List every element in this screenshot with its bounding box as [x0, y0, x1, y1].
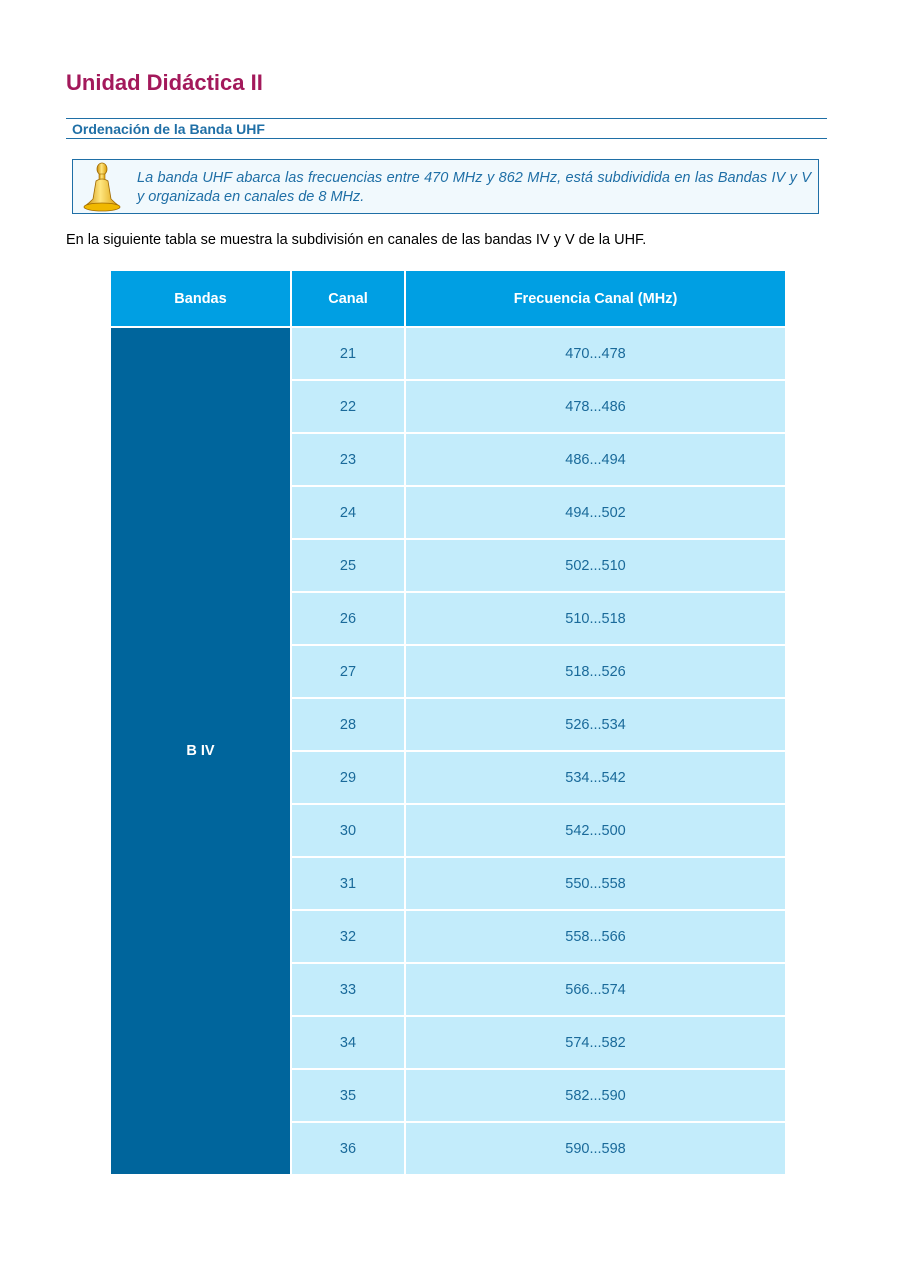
freq-cell: 566...574 [405, 963, 786, 1016]
freq-cell: 526...534 [405, 698, 786, 751]
canal-cell: 27 [291, 645, 405, 698]
header-frecuencia: Frecuencia Canal (MHz) [405, 270, 786, 327]
freq-cell: 534...542 [405, 751, 786, 804]
section-title: Ordenación de la Banda UHF [72, 121, 265, 137]
freq-cell: 486...494 [405, 433, 786, 486]
note-text: La banda UHF abarca las frecuencias entre 470 MHz y 862 MHz, está subdividida en las Bandas IV y V y organizada en canales de 8 MHz. [137, 170, 811, 205]
freq-cell: 470...478 [405, 327, 786, 380]
canal-cell: 35 [291, 1069, 405, 1122]
canal-cell: 32 [291, 910, 405, 963]
note-box [72, 159, 819, 214]
freq-cell: 574...582 [405, 1016, 786, 1069]
table-row [110, 327, 786, 380]
canal-cell: 33 [291, 963, 405, 1016]
bell-icon [81, 161, 123, 213]
canal-cell: 31 [291, 857, 405, 910]
canal-cell: 25 [291, 539, 405, 592]
freq-cell: 558...566 [405, 910, 786, 963]
table-header-row [110, 270, 786, 327]
freq-cell: 542...500 [405, 804, 786, 857]
freq-cell: 550...558 [405, 857, 786, 910]
canal-cell: 26 [291, 592, 405, 645]
canal-cell: 29 [291, 751, 405, 804]
header-canal: Canal [291, 270, 405, 327]
freq-cell: 494...502 [405, 486, 786, 539]
freq-cell: 478...486 [405, 380, 786, 433]
freq-cell: 582...590 [405, 1069, 786, 1122]
canal-cell: 28 [291, 698, 405, 751]
canal-cell: 24 [291, 486, 405, 539]
canal-cell: 30 [291, 804, 405, 857]
canal-cell: 21 [291, 327, 405, 380]
band-cell: B IV [110, 327, 291, 1175]
section-header [66, 118, 827, 139]
uhf-channel-table [109, 269, 787, 1176]
canal-cell: 36 [291, 1122, 405, 1175]
canal-cell: 23 [291, 433, 405, 486]
canal-cell: 22 [291, 380, 405, 433]
freq-cell: 518...526 [405, 645, 786, 698]
intro-paragraph: En la siguiente tabla se muestra la subdivisión en canales de las bandas IV y V de la UHF. [66, 232, 647, 248]
canal-cell: 34 [291, 1016, 405, 1069]
freq-cell: 502...510 [405, 539, 786, 592]
freq-cell: 590...598 [405, 1122, 786, 1175]
freq-cell: 510...518 [405, 592, 786, 645]
header-bandas: Bandas [110, 270, 291, 327]
page-title: Unidad Didáctica II [66, 70, 263, 95]
